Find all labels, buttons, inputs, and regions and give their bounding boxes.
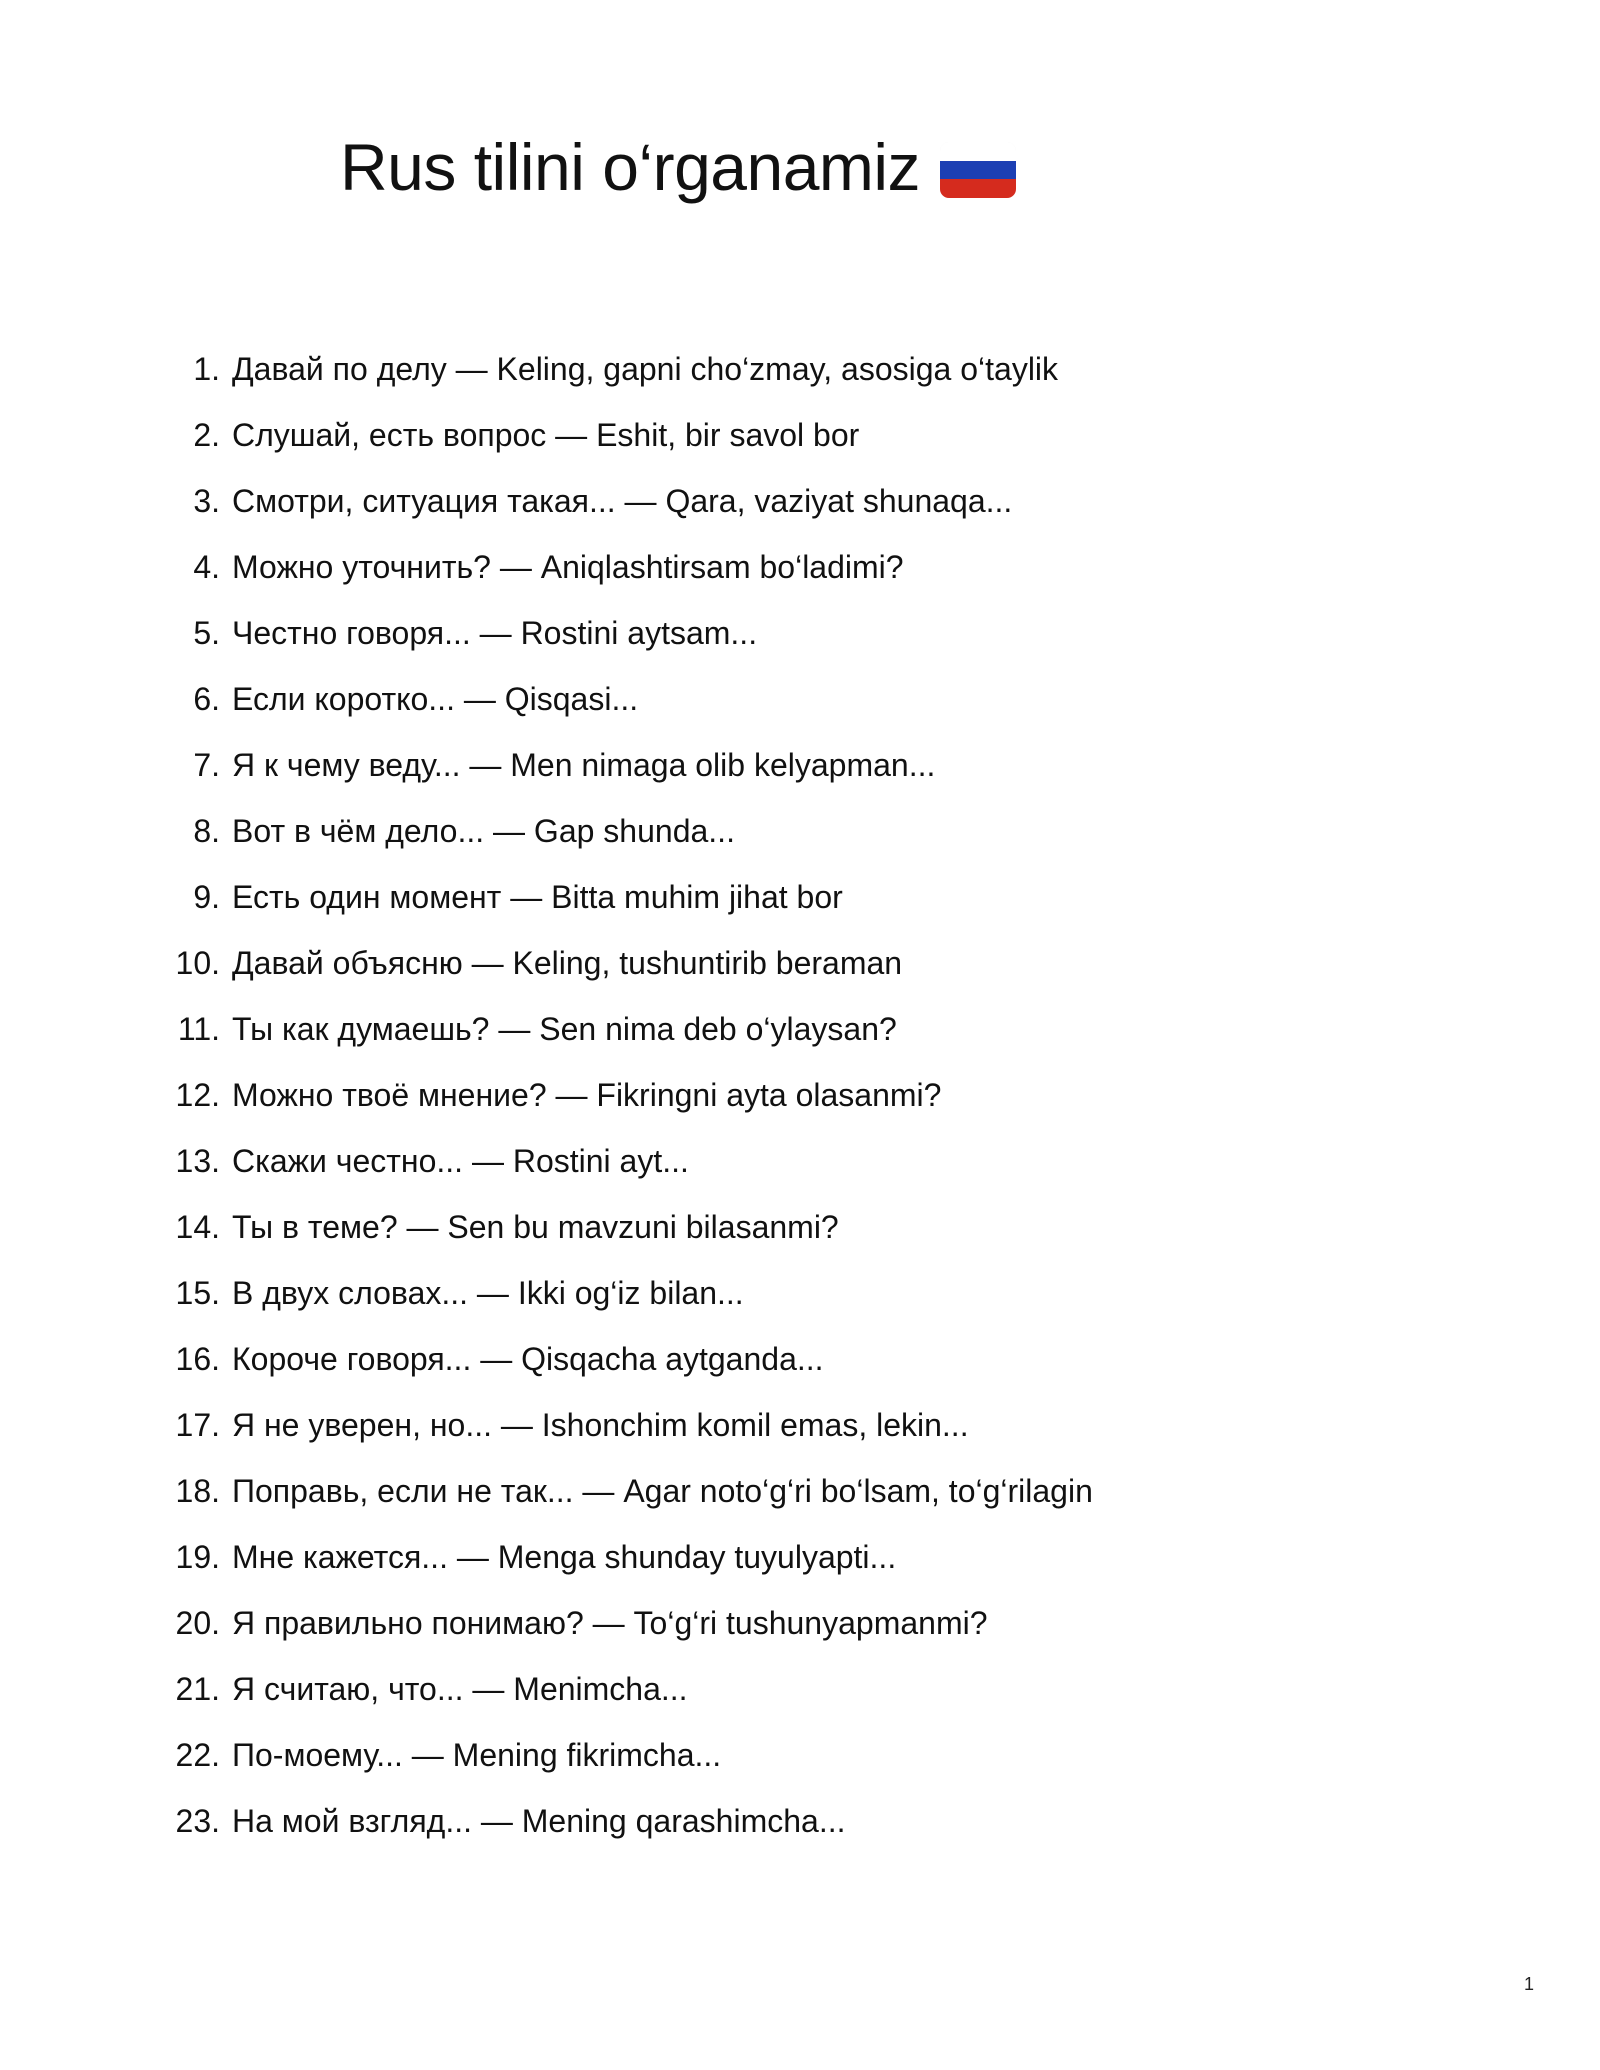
list-item-text: Можно твоё мнение? — Fikringni ayta olasanmi? xyxy=(232,1076,942,1113)
page-title-row xyxy=(340,122,1016,212)
list-item xyxy=(0,996,1600,1062)
list-item-text: Я к чему веду... — Men nimaga olib kelyapman... xyxy=(232,746,936,783)
list-item-text: Давай по делу — Keling, gapni cho‘zmay, asosiga o‘taylik xyxy=(232,350,1059,387)
list-item-number: 2. xyxy=(193,416,220,453)
list-item-number: 5. xyxy=(193,614,220,651)
list-item xyxy=(0,402,1600,468)
list-item-text: Смотри, ситуация такая... — Qara, vaziyat shunaqa... xyxy=(232,482,1013,519)
list-item-number: 8. xyxy=(193,812,220,849)
flag-stripe-white xyxy=(940,142,1016,161)
list-item-number: 21. xyxy=(175,1670,220,1707)
list-item-number: 10. xyxy=(175,944,220,981)
list-item-text: По-моему... — Mening fikrimcha... xyxy=(232,1736,722,1773)
list-item-text: Я правильно понимаю? — To‘g‘ri tushunyapmanmi? xyxy=(232,1604,988,1641)
list-item-text: Вот в чём дело... — Gap shunda... xyxy=(232,812,735,849)
list-item-number: 15. xyxy=(175,1274,220,1311)
phrase-list xyxy=(0,336,1600,1854)
list-item xyxy=(0,864,1600,930)
list-item xyxy=(0,534,1600,600)
list-item xyxy=(0,1590,1600,1656)
list-item xyxy=(0,1458,1600,1524)
page-title: Rus tilini o‘rganamiz xyxy=(340,130,921,204)
list-item xyxy=(0,1260,1600,1326)
list-item xyxy=(0,1128,1600,1194)
list-item-number: 6. xyxy=(193,680,220,717)
list-item-number: 14. xyxy=(175,1208,220,1245)
list-item-text: В двух словах... — Ikki og‘iz bilan... xyxy=(232,1274,744,1311)
list-item-number: 17. xyxy=(175,1406,220,1443)
list-item-number: 13. xyxy=(175,1142,220,1179)
list-item-number: 1. xyxy=(193,350,220,387)
list-item-text: Ты как думаешь? — Sen nima deb o‘ylaysan? xyxy=(232,1010,897,1047)
list-item xyxy=(0,1722,1600,1788)
list-item xyxy=(0,1524,1600,1590)
list-item-text: Честно говоря... — Rostini aytsam... xyxy=(232,614,758,651)
list-item-text: Если коротко... — Qisqasi... xyxy=(232,680,639,717)
list-item-text: Я не уверен, но... — Ishonchim komil emas, lekin... xyxy=(232,1406,969,1443)
list-item-text: Давай объясню — Keling, tushuntirib beraman xyxy=(232,944,903,981)
list-item xyxy=(0,1326,1600,1392)
list-item xyxy=(0,930,1600,996)
page-number: 1 xyxy=(1523,1974,1534,1994)
flag-stripe-red xyxy=(940,179,1016,198)
list-item-text: Поправь, если не так... — Agar noto‘g‘ri bo‘lsam, to‘g‘rilagin xyxy=(232,1472,1093,1509)
list-item-number: 18. xyxy=(175,1472,220,1509)
list-item-number: 12. xyxy=(175,1076,220,1113)
list-item-text: Ты в теме? — Sen bu mavzuni bilasanmi? xyxy=(232,1208,839,1245)
list-item xyxy=(0,336,1600,402)
list-item-text: Мне кажется... — Menga shunday tuyulyapti... xyxy=(232,1538,897,1575)
list-item-text: Короче говоря... — Qisqacha aytganda... xyxy=(232,1340,824,1377)
list-item-number: 7. xyxy=(193,746,220,783)
list-item-number: 19. xyxy=(175,1538,220,1575)
list-item-text: Слушай, есть вопрос — Eshit, bir savol bor xyxy=(232,416,860,453)
list-item xyxy=(0,1392,1600,1458)
list-item-number: 9. xyxy=(193,878,220,915)
list-item-text: Скажи честно... — Rostini ayt... xyxy=(232,1142,689,1179)
list-item-text: Есть один момент — Bitta muhim jihat bor xyxy=(232,878,843,915)
list-item-text: На мой взгляд... — Mening qarashimcha... xyxy=(232,1802,846,1839)
list-item xyxy=(0,1656,1600,1722)
list-item-number: 16. xyxy=(175,1340,220,1377)
list-item xyxy=(0,600,1600,666)
list-item xyxy=(0,1062,1600,1128)
list-item-number: 3. xyxy=(193,482,220,519)
list-item-number: 4. xyxy=(193,548,220,585)
list-item-number: 23. xyxy=(175,1802,220,1839)
list-item xyxy=(0,798,1600,864)
list-item-text: Можно уточнить? — Aniqlashtirsam bo‘ladimi? xyxy=(232,548,904,585)
list-item xyxy=(0,1194,1600,1260)
list-item-number: 22. xyxy=(175,1736,220,1773)
list-item xyxy=(0,468,1600,534)
list-item xyxy=(0,1788,1600,1854)
list-item xyxy=(0,732,1600,798)
russia-flag-icon xyxy=(940,142,1016,198)
flag-stripe-blue xyxy=(940,161,1016,180)
list-item-number: 20. xyxy=(175,1604,220,1641)
list-item-text: Я считаю, что... — Menimcha... xyxy=(232,1670,688,1707)
list-item xyxy=(0,666,1600,732)
list-item-number: 11. xyxy=(177,1010,220,1047)
